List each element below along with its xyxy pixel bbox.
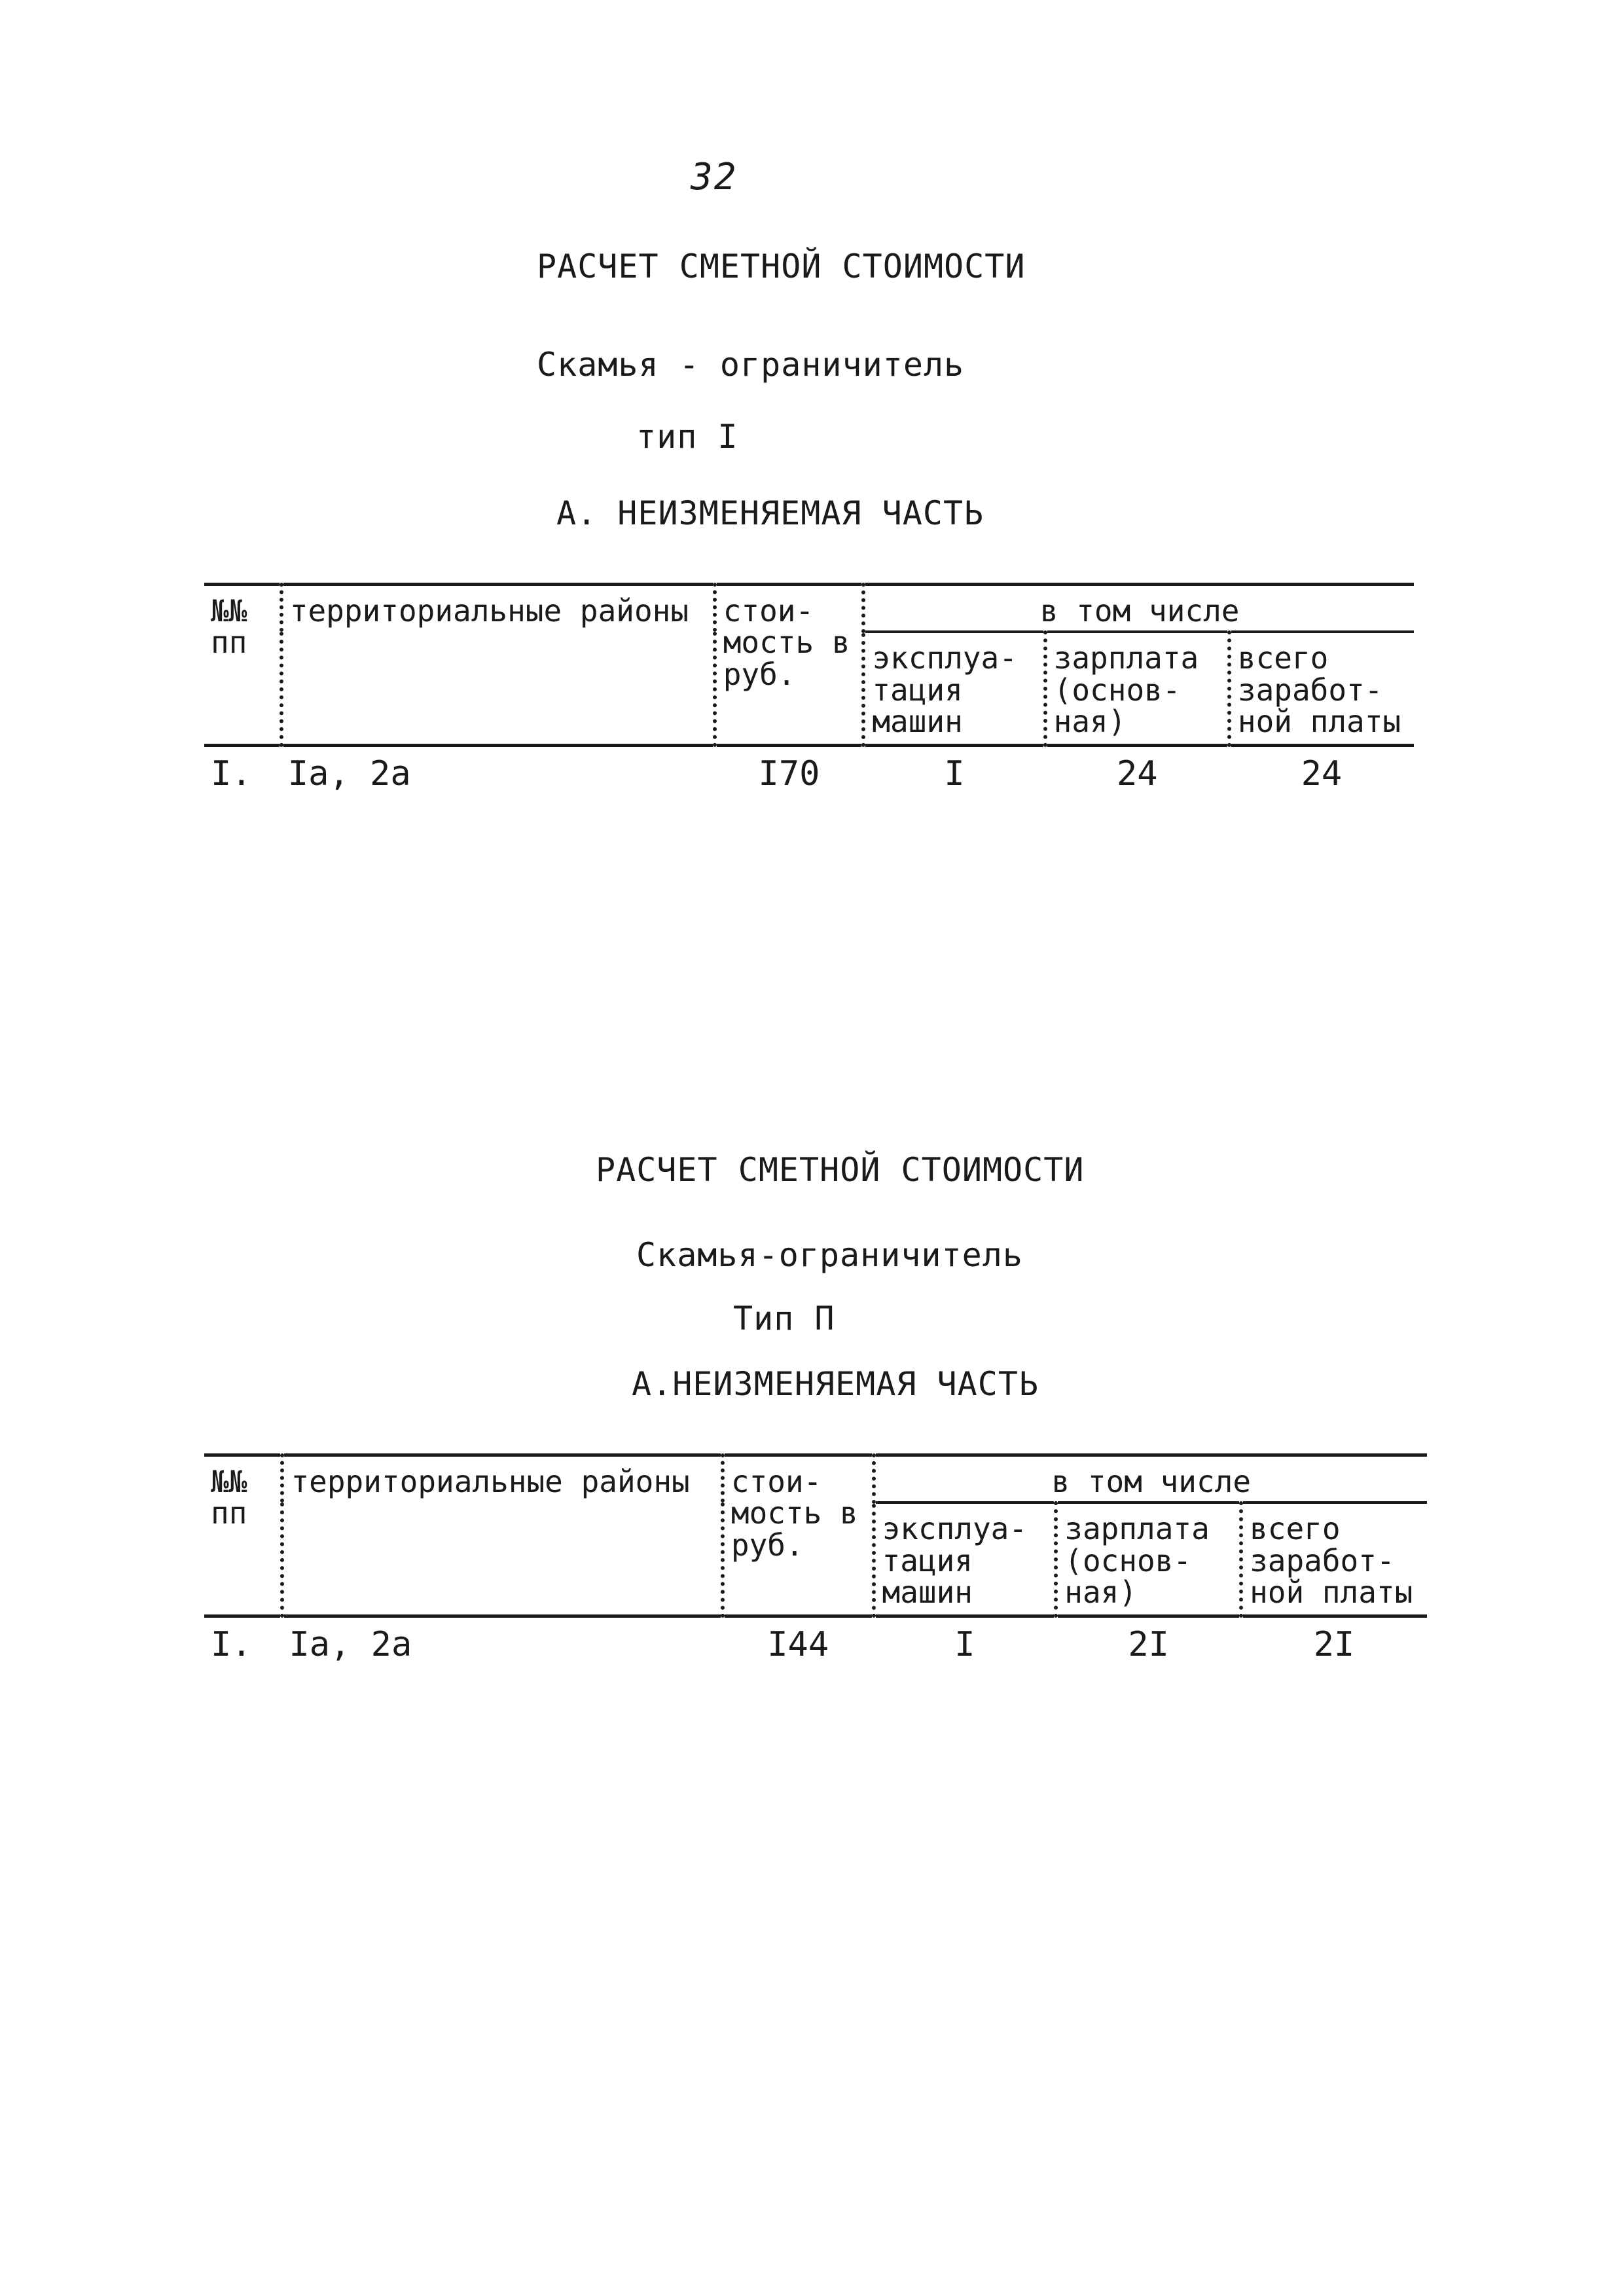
header-group: в том числе bbox=[863, 585, 1414, 632]
cell-exploitation: I bbox=[954, 1625, 975, 1665]
header-cost: стои- мость в руб. bbox=[715, 585, 864, 746]
section2-subtitle: Скамья-ограничитель bbox=[636, 1236, 1023, 1274]
section2-part-label: А.НЕИЗМЕНЯЕМАЯ ЧАСТЬ bbox=[632, 1365, 1039, 1403]
section2-type-label: Тип П bbox=[733, 1300, 835, 1338]
cell-total-salary: 2I bbox=[1313, 1625, 1355, 1665]
cell-num: I. bbox=[211, 1625, 252, 1665]
header-num: №№ пп bbox=[204, 585, 281, 746]
cell-salary: 24 bbox=[1116, 754, 1158, 794]
section1-title: РАСЧЕТ СМЕТНОЙ СТОИМОСТИ bbox=[537, 247, 1026, 285]
cell-cost: I70 bbox=[758, 754, 820, 794]
section1-type-label: тип I bbox=[636, 418, 738, 456]
cell-salary: 2I bbox=[1128, 1625, 1169, 1665]
header-group: в том числе bbox=[874, 1455, 1427, 1503]
header-salary: зарплата (основ- ная) bbox=[1045, 632, 1229, 745]
cell-region: Iа, 2а bbox=[287, 754, 411, 794]
cost-table-type-1 bbox=[204, 583, 1414, 801]
cost-table-type-2 bbox=[204, 1453, 1427, 1672]
cell-exploitation: I bbox=[944, 754, 965, 794]
section1-part-label: А. НЕИЗМЕНЯЕМАЯ ЧАСТЬ bbox=[556, 494, 984, 532]
header-region: территориальные районы bbox=[282, 1455, 722, 1616]
cell-total-salary: 24 bbox=[1301, 754, 1343, 794]
section1-subtitle: Скамья - ограничитель bbox=[537, 346, 965, 384]
header-num: №№ пп bbox=[204, 1455, 282, 1616]
header-exploitation: эксплуа- тация машин bbox=[874, 1503, 1056, 1616]
header-exploitation: эксплуа- тация машин bbox=[863, 632, 1045, 745]
table-row bbox=[204, 1616, 1427, 1672]
header-total-salary: всего заработ- ной платы bbox=[1241, 1503, 1427, 1616]
cell-region: Iа, 2а bbox=[289, 1625, 412, 1665]
page-number: 32 bbox=[691, 156, 738, 198]
header-salary: зарплата (основ- ная) bbox=[1056, 1503, 1241, 1616]
header-total-salary: всего заработ- ной платы bbox=[1229, 632, 1414, 745]
cell-cost: I44 bbox=[767, 1625, 829, 1665]
cell-num: I. bbox=[211, 754, 252, 794]
header-cost: стои- мость в руб. bbox=[723, 1455, 874, 1616]
table-row bbox=[204, 746, 1414, 801]
header-region: территориальные районы bbox=[281, 585, 715, 746]
section2-title: РАСЧЕТ СМЕТНОЙ СТОИМОСТИ bbox=[596, 1151, 1085, 1189]
